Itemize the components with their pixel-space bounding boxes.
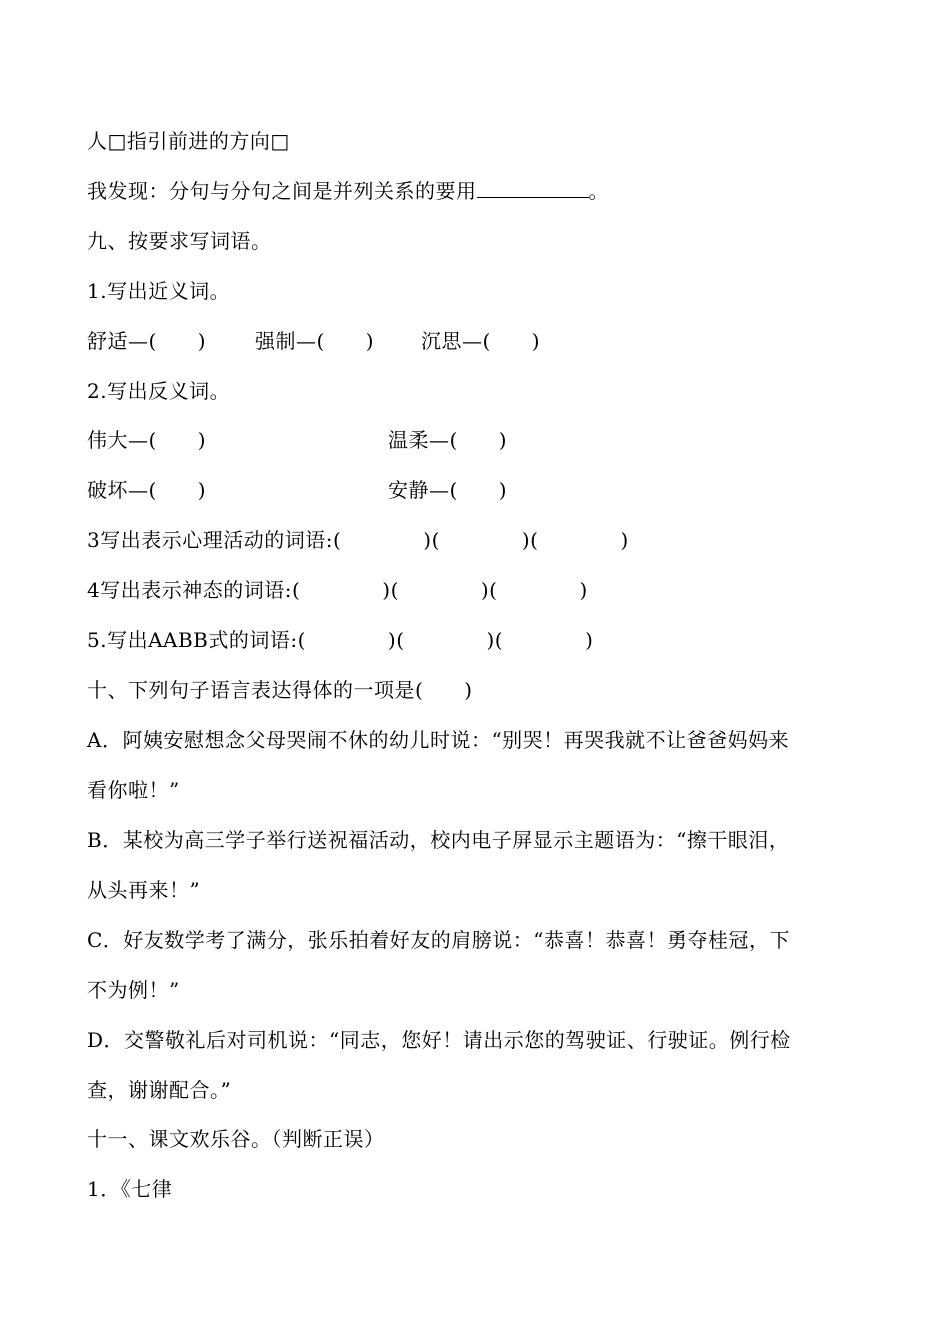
option-b-line-1: B．某校为高三学子举行送祝福活动，校内电子屏显示主题语为：“擦干眼泪， [87,828,790,852]
question-2-title: 2.写出反义词。 [87,379,231,403]
section-9-title: 九、按要求写词语。 [87,229,272,253]
synonym-item: 强制—( ) [255,329,375,353]
answer-blank[interactable] [477,179,589,198]
option-c-line-2: 不为例！” [87,978,180,1002]
antonym-item: 伟大—( ) [87,428,207,452]
question-4: 4写出表示神态的词语:( )( )( ) [87,578,588,602]
section-11-title: 十一、课文欢乐谷。（判断正误） [87,1127,385,1151]
option-a-line-1: A．阿姨安慰想念父母哭闹不休的幼儿时说：“别哭！再哭我就不让爸爸妈妈来 [87,728,790,752]
text-line-discovery [87,178,609,204]
option-b-line-2: 从头再来！” [87,878,201,902]
antonym-item: 破坏—( ) [87,478,207,502]
question-3: 3写出表示心理活动的词语:( )( )( ) [87,528,629,552]
discovery-suffix: 。 [588,179,609,203]
question-1-title: 1.写出近义词。 [87,279,231,303]
discovery-prefix: 我发现：分句与分句之间是并列关系的要用 [87,179,477,203]
section-11-question-1: 1．《七律 [87,1177,173,1201]
option-a-line-2: 看你啦！” [87,778,180,802]
synonym-item: 沉思—( ) [421,329,541,353]
option-c-line-1: C．好友数学考了满分，张乐拍着好友的肩膀说：“恭喜！恭喜！勇夺桂冠，下 [87,928,791,952]
antonym-item: 安静—( ) [388,478,508,502]
question-5: 5.写出AABB式的词语:( )( )( ) [87,628,594,652]
section-10-title: 十、下列句子语言表达得体的一项是( ) [87,678,473,702]
option-d-line-2: 查，谢谢配合。” [87,1078,232,1102]
option-d-line-1: D．交警敬礼后对司机说：“同志，您好！请出示您的驾驶证、行驶证。例行检 [87,1028,791,1052]
synonym-item: 舒适—( ) [87,329,207,353]
text-line-punctuation: 人□指引前进的方向□ [87,129,290,153]
antonym-item: 温柔—( ) [388,428,508,452]
